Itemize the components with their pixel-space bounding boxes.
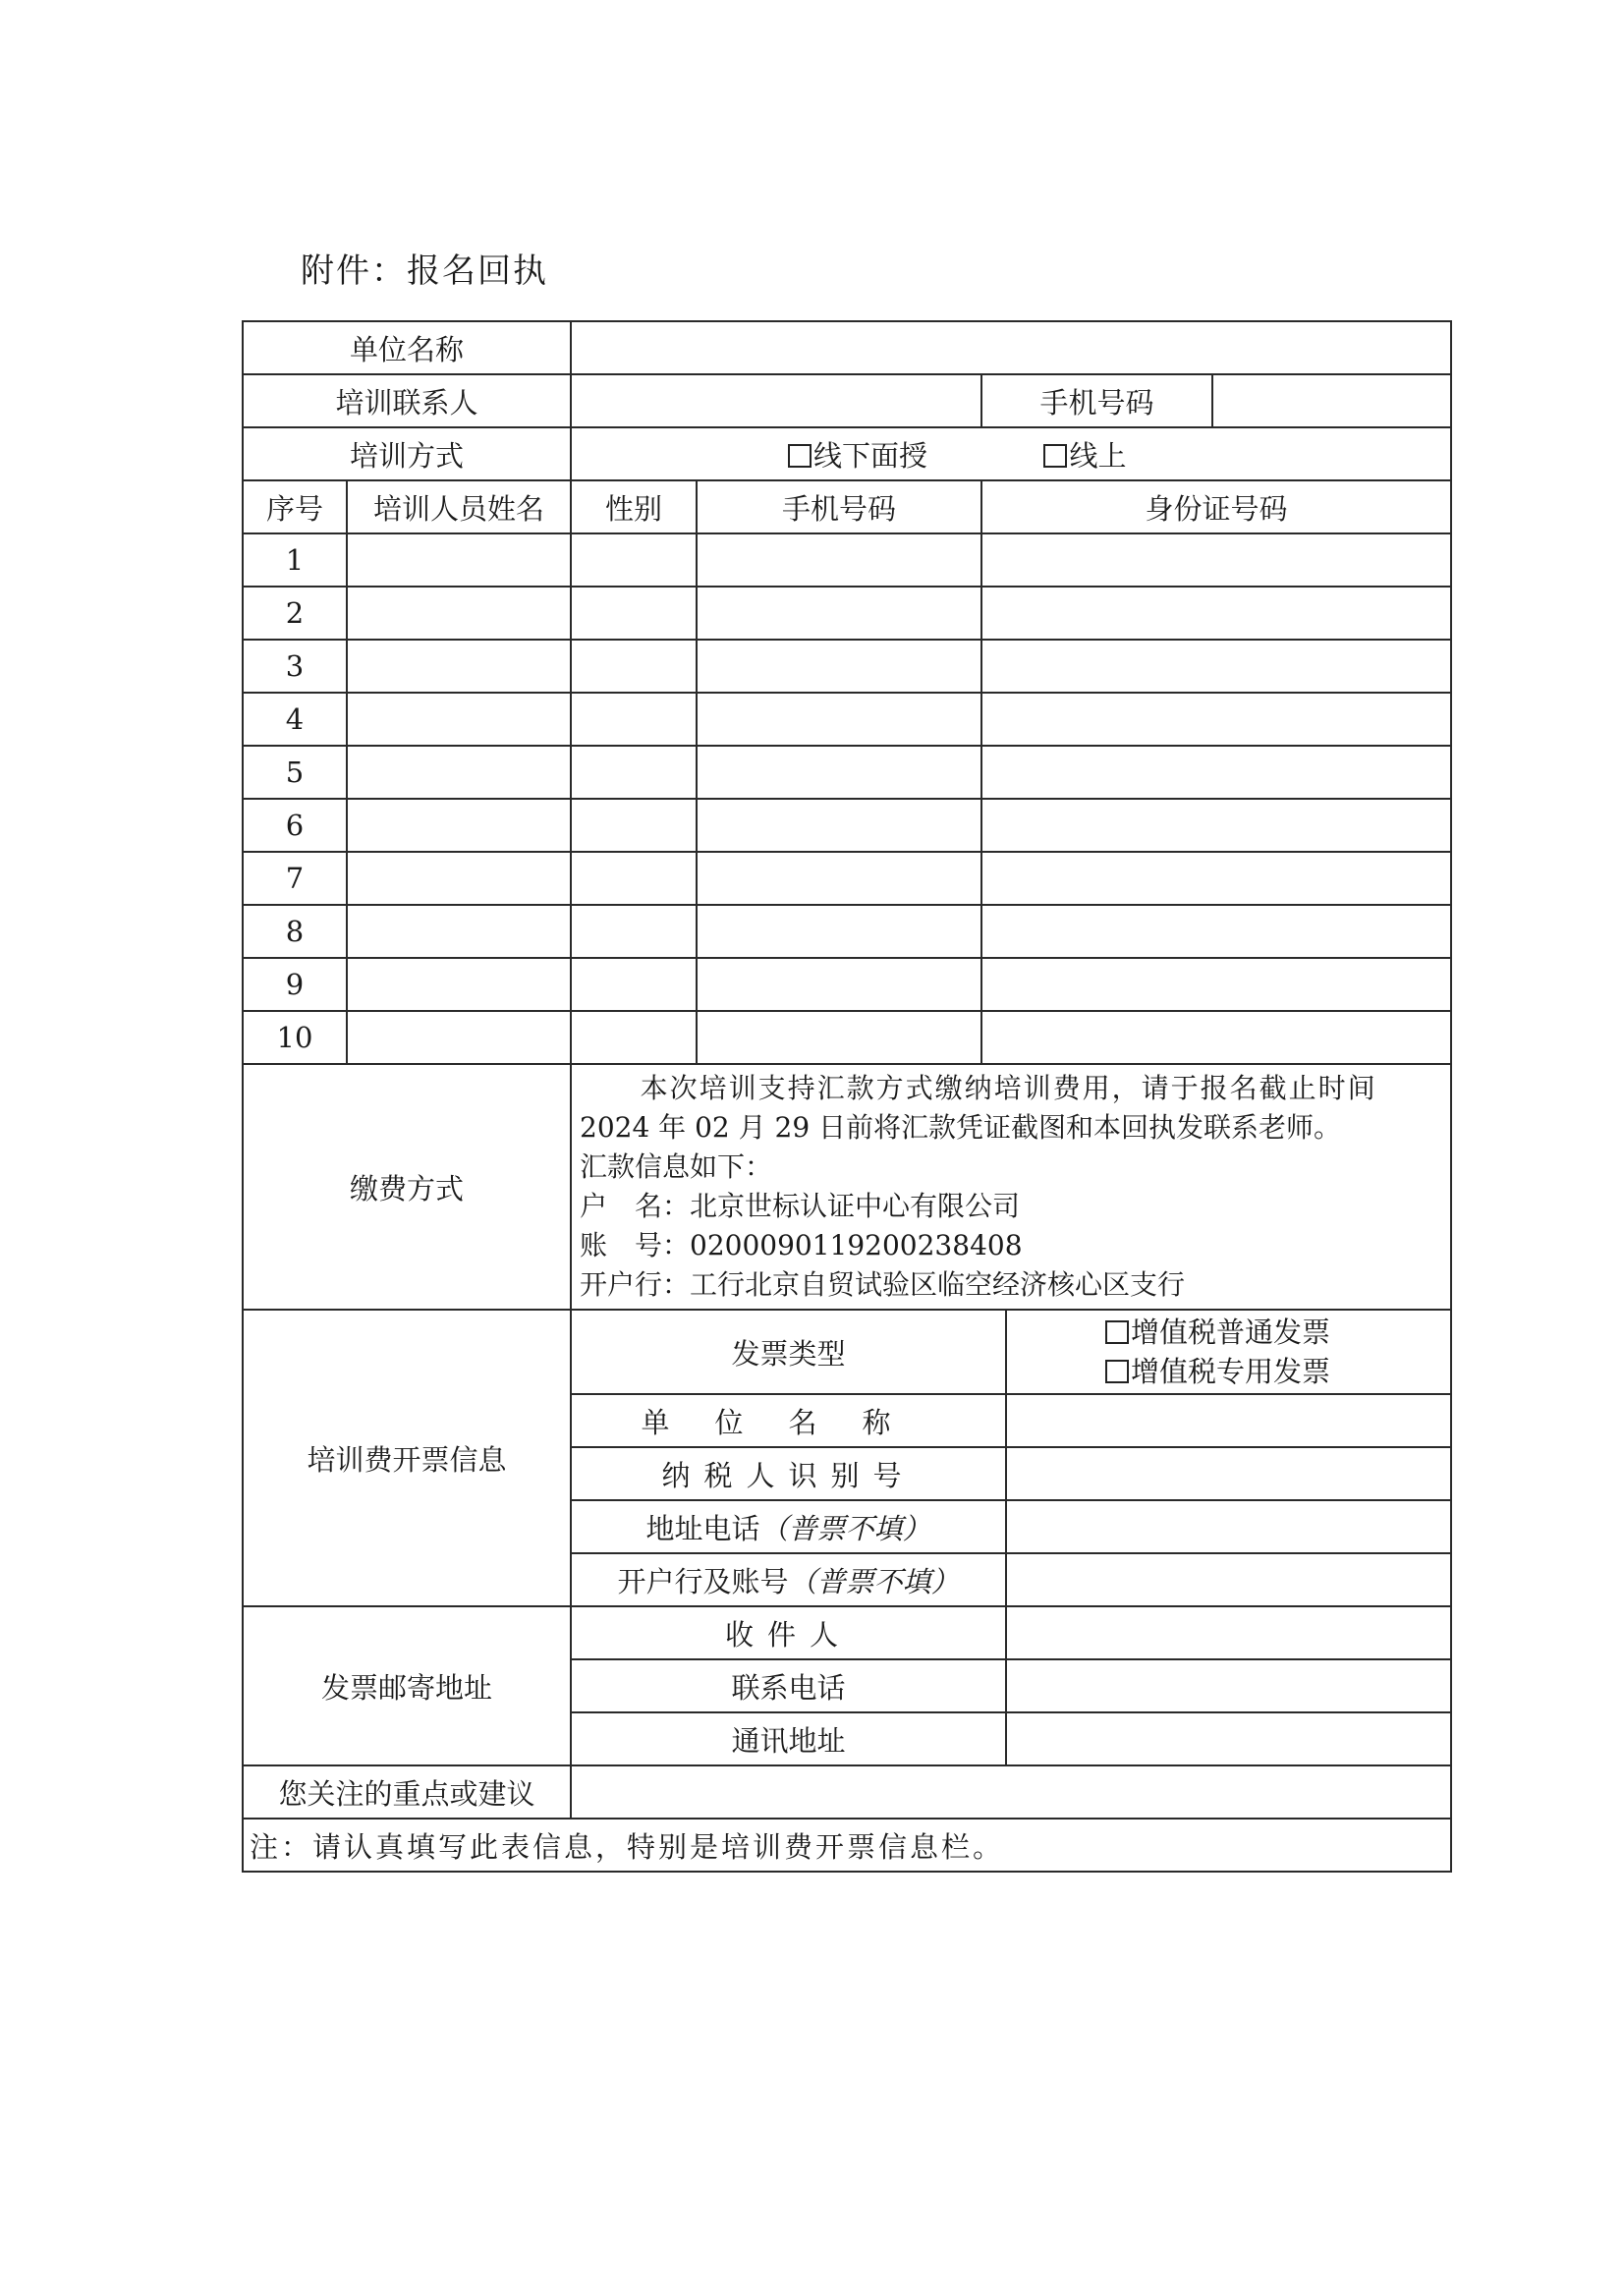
invoice-address-note: （普票不填） bbox=[759, 1511, 931, 1545]
participant-row bbox=[243, 746, 1451, 799]
row-index: 5 bbox=[243, 746, 347, 799]
contact-row bbox=[243, 374, 1451, 427]
header-index: 序号 bbox=[243, 480, 347, 533]
invoice-tax-input[interactable] bbox=[1006, 1447, 1451, 1500]
row-index: 9 bbox=[243, 958, 347, 1011]
mailing-phone-input[interactable] bbox=[1006, 1659, 1451, 1712]
id-number-input[interactable] bbox=[981, 640, 1451, 693]
suggestions-input[interactable] bbox=[571, 1765, 1451, 1819]
mobile-input[interactable] bbox=[697, 799, 981, 852]
invoice-bank-cell bbox=[571, 1553, 1006, 1606]
vat-normal-option[interactable] bbox=[1105, 1313, 1444, 1352]
gender-input[interactable] bbox=[571, 905, 697, 958]
account-no-label: 账 号： bbox=[580, 1229, 691, 1261]
header-name: 培训人员姓名 bbox=[347, 480, 571, 533]
header-id-number: 身份证号码 bbox=[981, 480, 1451, 533]
account-name-value: 北京世标认证中心有限公司 bbox=[690, 1190, 1021, 1222]
row-index: 8 bbox=[243, 905, 347, 958]
invoice-label: 培训费开票信息 bbox=[243, 1310, 571, 1606]
participant-row bbox=[243, 533, 1451, 587]
invoice-bank-label: 开户行及账号 bbox=[617, 1564, 789, 1598]
participant-row bbox=[243, 693, 1451, 746]
mobile-input[interactable] bbox=[697, 958, 981, 1011]
id-number-input[interactable] bbox=[981, 587, 1451, 640]
contact-mobile-input[interactable] bbox=[1212, 374, 1451, 427]
name-input[interactable] bbox=[347, 799, 571, 852]
vat-special-option[interactable] bbox=[1105, 1352, 1444, 1391]
participant-row bbox=[243, 1011, 1451, 1064]
mailing-address-input[interactable] bbox=[1006, 1712, 1451, 1765]
checkbox-icon bbox=[1105, 1360, 1129, 1383]
id-number-input[interactable] bbox=[981, 958, 1451, 1011]
mobile-input[interactable] bbox=[697, 640, 981, 693]
gender-input[interactable] bbox=[571, 1011, 697, 1064]
gender-input[interactable] bbox=[571, 746, 697, 799]
row-index: 2 bbox=[243, 587, 347, 640]
account-no-line bbox=[580, 1226, 1442, 1265]
participant-row bbox=[243, 587, 1451, 640]
online-option-label: 线上 bbox=[1069, 438, 1127, 473]
name-input[interactable] bbox=[347, 693, 571, 746]
invoice-bank-note: （普票不填） bbox=[788, 1564, 960, 1598]
name-input[interactable] bbox=[347, 746, 571, 799]
row-index: 4 bbox=[243, 693, 347, 746]
payment-intro-line3: 汇款信息如下： bbox=[580, 1150, 773, 1183]
mailing-recipient-row bbox=[243, 1606, 1451, 1659]
mobile-input[interactable] bbox=[697, 587, 981, 640]
mobile-input[interactable] bbox=[697, 1011, 981, 1064]
payment-intro-line1: 本次培训支持汇款方式缴纳培训费用，请于报名截止时间 bbox=[640, 1072, 1377, 1104]
account-name-label: 户 名： bbox=[580, 1190, 691, 1222]
contact-label: 培训联系人 bbox=[243, 374, 571, 427]
row-index: 3 bbox=[243, 640, 347, 693]
contact-mobile-label: 手机号码 bbox=[981, 374, 1212, 427]
name-input[interactable] bbox=[347, 587, 571, 640]
id-number-input[interactable] bbox=[981, 799, 1451, 852]
mobile-input[interactable] bbox=[697, 746, 981, 799]
account-no-value: 0200090119200238408 bbox=[690, 1229, 1023, 1261]
mobile-input[interactable] bbox=[697, 852, 981, 905]
mailing-recipient-label: 收件人 bbox=[571, 1606, 1006, 1659]
account-name-line bbox=[580, 1187, 1442, 1226]
mobile-input[interactable] bbox=[697, 533, 981, 587]
id-number-input[interactable] bbox=[981, 693, 1451, 746]
invoice-address-cell bbox=[571, 1500, 1006, 1553]
unit-name-row bbox=[243, 321, 1451, 374]
row-index: 10 bbox=[243, 1011, 347, 1064]
header-mobile: 手机号码 bbox=[697, 480, 981, 533]
invoice-unit-input[interactable] bbox=[1006, 1394, 1451, 1447]
mailing-recipient-input[interactable] bbox=[1006, 1606, 1451, 1659]
gender-input[interactable] bbox=[571, 587, 697, 640]
invoice-address-input[interactable] bbox=[1006, 1500, 1451, 1553]
mobile-input[interactable] bbox=[697, 905, 981, 958]
suggestions-row bbox=[243, 1765, 1451, 1819]
page-heading: 附件：报名回执 bbox=[301, 252, 548, 291]
mobile-input[interactable] bbox=[697, 693, 981, 746]
mailing-address-label: 通讯地址 bbox=[571, 1712, 1006, 1765]
row-index: 7 bbox=[243, 852, 347, 905]
payment-label: 缴费方式 bbox=[243, 1064, 571, 1310]
contact-input[interactable] bbox=[571, 374, 981, 427]
checkbox-icon bbox=[1043, 444, 1067, 468]
gender-input[interactable] bbox=[571, 640, 697, 693]
payment-row bbox=[243, 1064, 1451, 1310]
mailing-phone-label: 联系电话 bbox=[571, 1659, 1006, 1712]
checkbox-icon bbox=[788, 444, 812, 468]
invoice-tax-label: 纳税人识别号 bbox=[571, 1447, 1006, 1500]
mailing-label: 发票邮寄地址 bbox=[243, 1606, 571, 1765]
participant-header-row bbox=[243, 480, 1451, 533]
gender-input[interactable] bbox=[571, 852, 697, 905]
checkbox-icon bbox=[1105, 1320, 1129, 1344]
name-input[interactable] bbox=[347, 905, 571, 958]
participant-row bbox=[243, 905, 1451, 958]
name-input[interactable] bbox=[347, 533, 571, 587]
suggestions-label: 您关注的重点或建议 bbox=[243, 1765, 571, 1819]
id-number-input[interactable] bbox=[981, 1011, 1451, 1064]
note-row bbox=[243, 1819, 1451, 1872]
id-number-input[interactable] bbox=[981, 533, 1451, 587]
training-mode-label: 培训方式 bbox=[243, 427, 571, 480]
invoice-type-label: 发票类型 bbox=[571, 1310, 1006, 1394]
training-mode-row bbox=[243, 427, 1451, 480]
payment-info bbox=[571, 1064, 1451, 1310]
invoice-type-row bbox=[243, 1310, 1451, 1394]
invoice-type-options bbox=[1006, 1310, 1451, 1394]
gender-input[interactable] bbox=[571, 799, 697, 852]
id-number-input[interactable] bbox=[981, 746, 1451, 799]
gender-input[interactable] bbox=[571, 693, 697, 746]
participant-row bbox=[243, 958, 1451, 1011]
training-mode-options bbox=[571, 427, 1451, 480]
form-note: 注：请认真填写此表信息，特别是培训费开票信息栏。 bbox=[243, 1819, 1451, 1872]
row-index: 6 bbox=[243, 799, 347, 852]
unit-name-input[interactable] bbox=[571, 321, 1451, 374]
name-input[interactable] bbox=[347, 852, 571, 905]
gender-input[interactable] bbox=[571, 958, 697, 1011]
bank-label: 开户行： bbox=[580, 1268, 691, 1301]
vat-special-label: 增值税专用发票 bbox=[1131, 1355, 1331, 1388]
header-gender: 性别 bbox=[571, 480, 697, 533]
invoice-unit-label: 单位名称 bbox=[571, 1394, 1006, 1447]
online-option[interactable] bbox=[1043, 439, 1126, 473]
invoice-bank-input[interactable] bbox=[1006, 1553, 1451, 1606]
row-index: 1 bbox=[243, 533, 347, 587]
participant-row bbox=[243, 640, 1451, 693]
payment-intro-line2: 2024 年 02 月 29 日前将汇款凭证截图和本回执发联系老师。 bbox=[580, 1111, 1342, 1144]
offline-option[interactable] bbox=[788, 439, 927, 473]
gender-input[interactable] bbox=[571, 533, 697, 587]
vat-normal-label: 增值税普通发票 bbox=[1131, 1316, 1331, 1349]
unit-name-label: 单位名称 bbox=[243, 321, 571, 374]
name-input[interactable] bbox=[347, 958, 571, 1011]
bank-value: 工行北京自贸试验区临空经济核心区支行 bbox=[690, 1268, 1186, 1301]
name-input[interactable] bbox=[347, 1011, 571, 1064]
offline-option-label: 线下面授 bbox=[813, 438, 928, 473]
participant-row bbox=[243, 852, 1451, 905]
registration-form bbox=[242, 320, 1452, 1873]
bank-line bbox=[580, 1265, 1442, 1305]
name-input[interactable] bbox=[347, 640, 571, 693]
id-number-input[interactable] bbox=[981, 905, 1451, 958]
invoice-address-label: 地址电话 bbox=[645, 1511, 760, 1545]
participant-row bbox=[243, 799, 1451, 852]
id-number-input[interactable] bbox=[981, 852, 1451, 905]
